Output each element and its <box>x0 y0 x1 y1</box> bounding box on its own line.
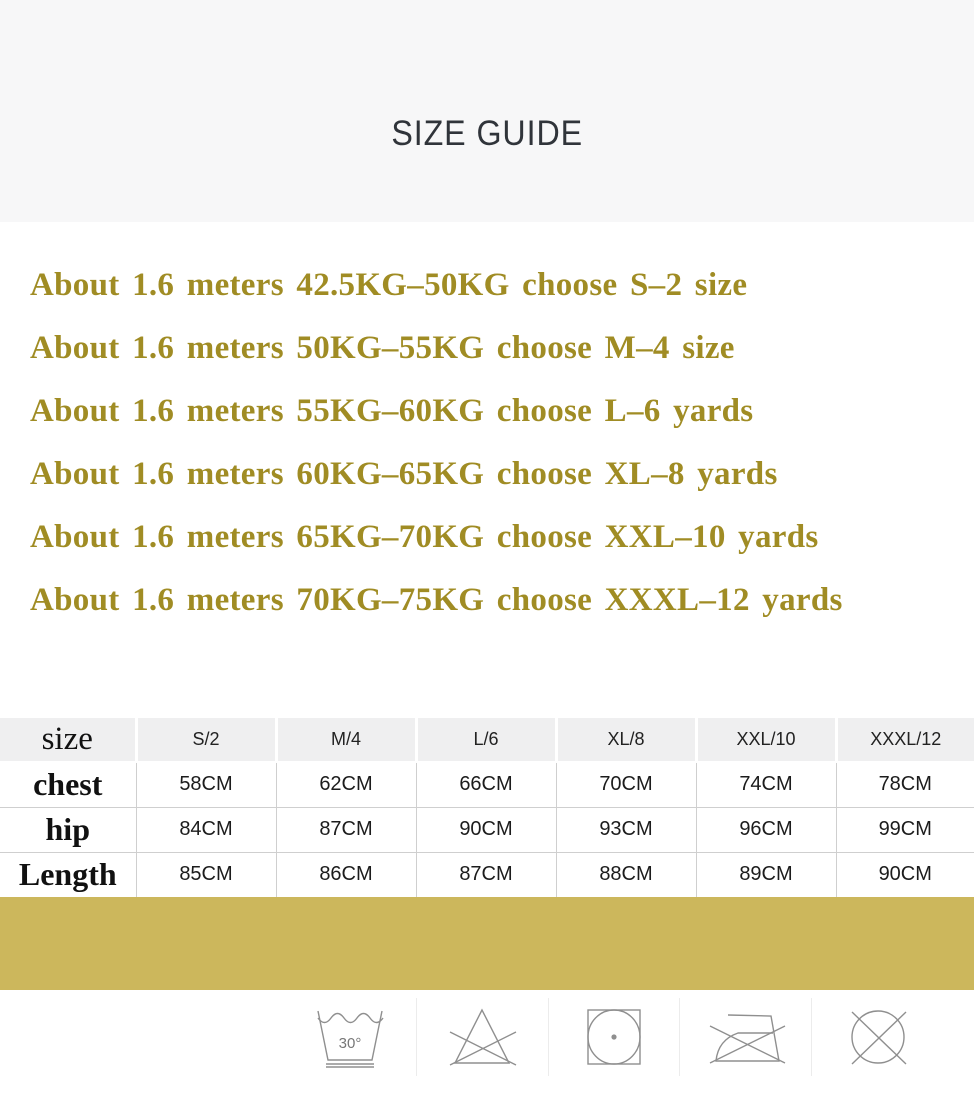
chest-s2: 58CM <box>136 762 276 807</box>
hip-l6: 90CM <box>416 807 556 852</box>
chest-xl8: 70CM <box>556 762 696 807</box>
hip-xxl10: 96CM <box>696 807 836 852</box>
weight-guide-section <box>0 222 974 632</box>
chest-l6: 66CM <box>416 762 556 807</box>
do-not-bleach-icon <box>446 1005 518 1069</box>
do-not-iron-icon <box>705 1006 787 1068</box>
weight-guide-line-2: About 1.6 meters 50KG–55KG choose M–4 size <box>30 330 735 366</box>
weight-guide-line-4: About 1.6 meters 60KG–65KG choose XL–8 yards <box>30 456 778 492</box>
table-row-length <box>0 852 974 897</box>
tumble-dry-low-icon <box>583 1005 645 1069</box>
row-label-hip: hip <box>0 807 136 852</box>
care-cell-tumble-dry <box>548 998 680 1076</box>
hip-xl8: 93CM <box>556 807 696 852</box>
size-table <box>0 718 974 897</box>
length-xxxl12: 90CM <box>836 852 974 897</box>
machine-wash-30-icon <box>311 1003 389 1071</box>
hip-s2: 84CM <box>136 807 276 852</box>
care-icons-strip <box>285 998 943 1076</box>
chest-xxl10: 74CM <box>696 762 836 807</box>
size-table-header-s2: S/2 <box>136 718 276 762</box>
hip-xxxl12: 99CM <box>836 807 974 852</box>
care-cell-bleach <box>416 998 548 1076</box>
page-title <box>0 0 974 154</box>
table-row-hip <box>0 807 974 852</box>
header-banner <box>0 0 974 222</box>
do-not-dry-clean-icon <box>843 1005 913 1069</box>
weight-guide-line-6: About 1.6 meters 70KG–75KG choose XXXL–12 yards <box>30 582 843 618</box>
size-table-header-m4: M/4 <box>276 718 416 762</box>
length-xl8: 88CM <box>556 852 696 897</box>
weight-guide-line-3: About 1.6 meters 55KG–60KG choose L–6 yards <box>30 393 754 429</box>
row-label-chest: chest <box>0 762 136 807</box>
hip-m4: 87CM <box>276 807 416 852</box>
weight-guide-line-1: About 1.6 meters 42.5KG–50KG choose S–2 size <box>30 267 748 303</box>
gold-divider-band <box>0 897 974 990</box>
length-xxl10: 89CM <box>696 852 836 897</box>
length-l6: 87CM <box>416 852 556 897</box>
size-table-header-row <box>0 718 974 762</box>
size-table-header-l6: L/6 <box>416 718 556 762</box>
row-label-length: Length <box>0 852 136 897</box>
length-s2: 85CM <box>136 852 276 897</box>
size-table-header-xxl10: XXL/10 <box>696 718 836 762</box>
length-m4: 86CM <box>276 852 416 897</box>
wash-temp-label: 30° <box>339 1035 362 1052</box>
care-cell-dry-clean <box>811 998 943 1076</box>
size-table-header-size: size <box>0 718 136 762</box>
page-title-text: SIZE GUIDE <box>391 114 583 153</box>
chest-xxxl12: 78CM <box>836 762 974 807</box>
care-cell-wash <box>285 998 416 1076</box>
care-cell-iron <box>679 998 811 1076</box>
weight-guide-line-5: About 1.6 meters 65KG–70KG choose XXL–10 yards <box>30 519 819 555</box>
size-table-header-xxxl12: XXXL/12 <box>836 718 974 762</box>
table-row-chest <box>0 762 974 807</box>
chest-m4: 62CM <box>276 762 416 807</box>
size-table-header-xl8: XL/8 <box>556 718 696 762</box>
